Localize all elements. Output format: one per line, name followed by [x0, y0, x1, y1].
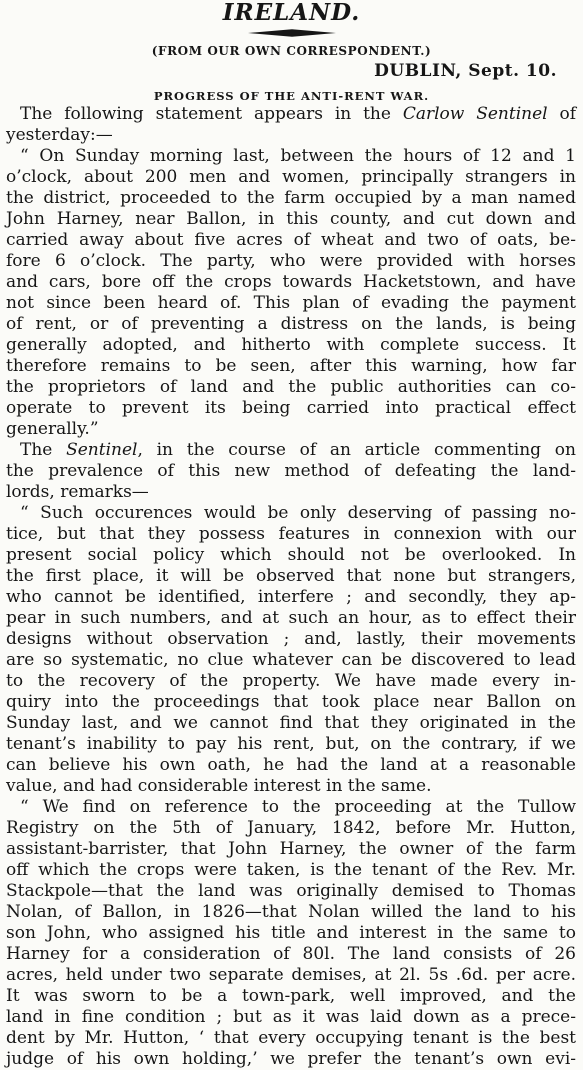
text-line: of rent, or of preventing a distress on the lands, is being: [6, 314, 576, 334]
publication-name: Carlow Sentinel: [402, 104, 548, 124]
text-line: tenant’s inability to pay his rent, but, on the contrary, if we: [6, 734, 576, 754]
text-line: quiry into the proceedings that took place near Ballon on: [6, 692, 576, 712]
byline: (FROM OUR OWN CORRESPONDENT.): [151, 44, 432, 58]
text-line: off which the crops were taken, is the tenant of the Rev. Mr.: [6, 860, 576, 880]
section-heading: IRELAND.: [222, 0, 361, 26]
text-line: and cars, bore off the crops towards Hacketstown, and have: [6, 272, 576, 292]
text-line: fore 6 o’clock. The party, who were provided with horses: [6, 251, 576, 271]
publication-name: Sentinel: [66, 440, 138, 460]
text-line: tice, but that they possess features in connexion with our: [6, 524, 576, 544]
text-line: The Sentinel, in the course of an article commenting on: [20, 440, 576, 460]
text-line: Harney for a consideration of 80l. The land consists of 26: [6, 944, 576, 964]
text-line: “ We find on reference to the proceeding at the Tullow: [20, 797, 576, 817]
text-line: generally.”: [6, 419, 99, 439]
text-line: acres, held under two separate demises, at 2l. 5s .6d. per acre.: [6, 965, 576, 985]
text-line: the district, proceeded to the farm occupied by a man named: [6, 188, 576, 208]
text-line: land in fine condition ; but as it was laid down as a prece-: [6, 1007, 576, 1027]
text-line: Stackpole—that the land was originally demised to Thomas: [6, 881, 576, 901]
text-line: The following statement appears in the Carlow Sentinel of: [20, 104, 576, 124]
text-line: the proprietors of land and the public authorities can co-: [6, 377, 576, 397]
text-line: operate to prevent its being carried into practical effect: [6, 398, 576, 418]
text-line: are so systematic, no clue whatever can be discovered to lead: [6, 650, 576, 670]
text-line: the first place, it will be observed that none but strangers,: [6, 566, 576, 586]
text-line: Sunday last, and we cannot find that they originated in the: [6, 713, 576, 733]
text-line: to the recovery of the property. We have made every in-: [6, 671, 576, 691]
text-line: assistant-barrister, that John Harney, the owner of the farm: [6, 839, 576, 859]
text-line: pear in such numbers, and at such an hour, as to effect their: [6, 608, 576, 628]
text-line: generally adopted, and hitherto with complete success. It: [6, 335, 576, 355]
decorative-rule: [248, 28, 336, 38]
text-line: dent by Mr. Hutton, ‘ that every occupying tenant is the best: [6, 1028, 576, 1048]
text-line: son John, who assigned his title and interest in the same to: [6, 923, 576, 943]
text-line: “ On Sunday morning last, between the hours of 12 and 1: [20, 146, 576, 166]
text-line: value, and had considerable interest in the same.: [6, 776, 432, 796]
text-line: who cannot be identified, interfere ; and secondly, they ap-: [6, 587, 576, 607]
text-line: designs without observation ; and, lastly, their movements: [6, 629, 576, 649]
text-line: carried away about five acres of wheat and two of oats, be-: [6, 230, 576, 250]
text-line: “ Such occurences would be only deserving of passing no-: [20, 503, 576, 523]
text-line: yesterday:—: [6, 125, 113, 145]
text-line: Nolan, of Ballon, in 1826—that Nolan willed the land to his: [6, 902, 576, 922]
text-line: judge of his own holding,’ we prefer the tenant’s own evi-: [6, 1049, 576, 1069]
text-line: o’clock, about 200 men and women, principally strangers in: [6, 167, 576, 187]
text-line: therefore remains to be seen, after this warning, how far: [6, 356, 576, 376]
text-line: lords, remarks—: [6, 482, 149, 502]
text-line: not since been heard of. This plan of evading the payment: [6, 293, 576, 313]
article-subheading: PROGRESS OF THE ANTI-RENT WAR.: [153, 89, 430, 103]
text-line: Registry on the 5th of January, 1842, before Mr. Hutton,: [6, 818, 576, 838]
text-line: present social policy which should not be overlooked. In: [6, 545, 576, 565]
dateline: DUBLIN, Sept. 10.: [374, 61, 557, 81]
text-line: can believe his own oath, he had the land at a reasonable: [6, 755, 576, 775]
article-body: [6, 104, 576, 1070]
text-line: It was sworn to be a town-park, well improved, and the: [6, 986, 576, 1006]
text-line: John Harney, near Ballon, in this county, and cut down and: [6, 209, 576, 229]
text-line: the prevalence of this new method of defeating the land-: [6, 461, 576, 481]
